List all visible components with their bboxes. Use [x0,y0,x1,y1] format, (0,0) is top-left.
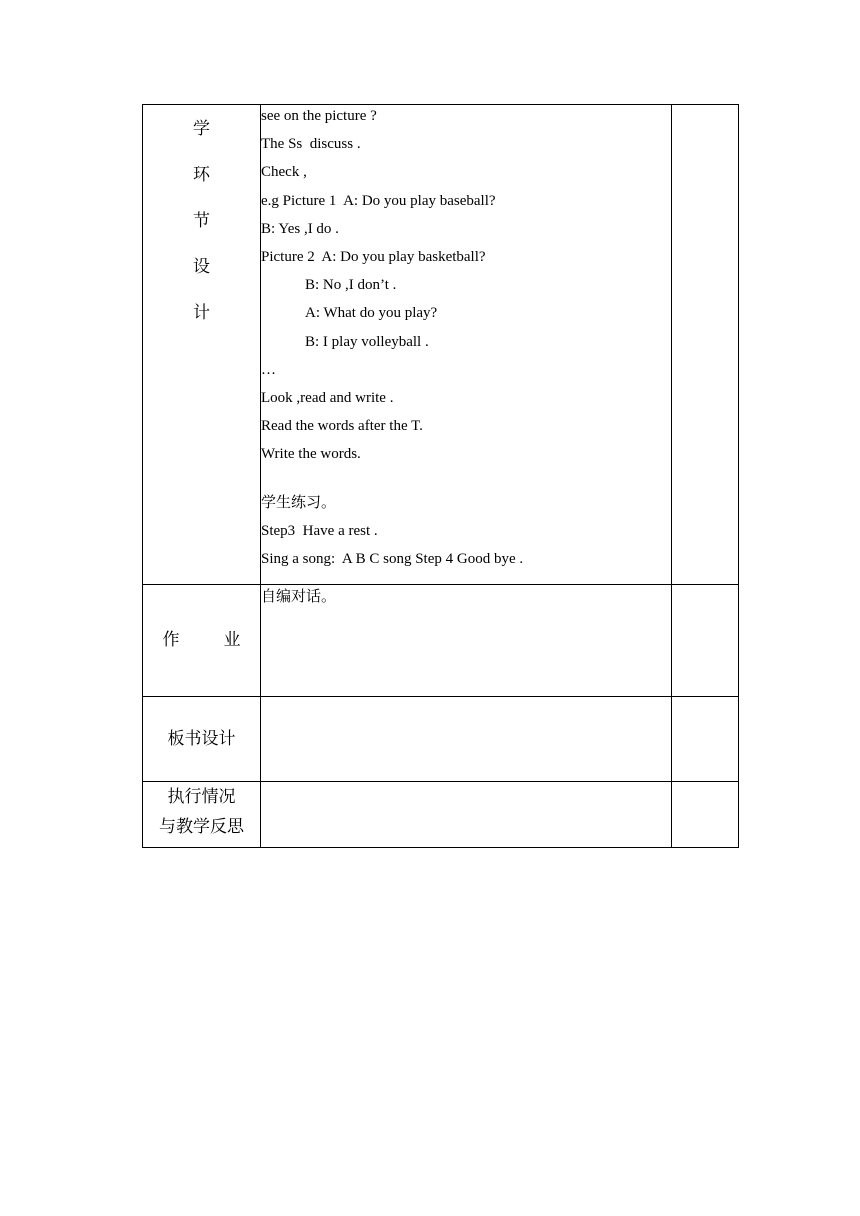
reflection-row [143,782,739,848]
teaching-row [143,105,739,585]
content-line: see on the picture ? [261,108,377,124]
reflection-content-cell [261,782,672,848]
homework-label-char: 业 [223,630,241,650]
reflection-label-cell [143,782,261,848]
content-line: Write the words. [261,446,361,463]
reflection-notes-cell [672,782,739,848]
board-notes-cell [672,697,739,782]
homework-row [143,585,739,697]
teaching-notes-cell [672,105,739,585]
teaching-label-cell [143,105,261,585]
content-line: Picture 2 A: Do you play basketball? [261,248,486,265]
blank-line [261,471,671,491]
content-line: Step3 Have a rest . [261,522,378,539]
label-char: 学 [193,119,210,139]
content-line: A: What do you play? [305,305,438,322]
content-line: Check , [261,164,307,181]
content-line: B: No ,I don’t . [305,277,397,294]
board-row [143,697,739,782]
reflection-label-line: 与教学反思 [159,817,244,837]
ellipsis-line: … [261,361,276,378]
homework-content: 自编对话。 [261,585,672,697]
content-line: e.g Picture 1 A: Do you play baseball? [261,192,496,209]
content-line: The Ss discuss . [261,136,361,153]
reflection-label-line: 执行情况 [167,787,236,807]
content-line: Look ,read and write . [261,389,394,406]
label-char: 设 [193,257,210,277]
board-label: 板书设计 [143,697,261,782]
board-content-cell [261,697,672,782]
label-char: 节 [193,211,210,231]
label-char: 环 [193,165,210,185]
content-line: 学生练习。 [261,493,337,512]
teaching-content-cell [261,105,672,585]
content-line: B: Yes ,I do . [261,220,339,237]
content-line: B: I play volleyball . [305,333,429,350]
lesson-plan-table [142,104,739,848]
homework-label-char: 作 [162,630,180,650]
homework-label-cell [143,585,261,697]
content-line: Sing a song: A B C song Step 4 Good bye . [261,550,524,567]
label-char: 计 [193,303,210,323]
homework-notes-cell [672,585,739,697]
content-line: Read the words after the T. [261,418,423,435]
